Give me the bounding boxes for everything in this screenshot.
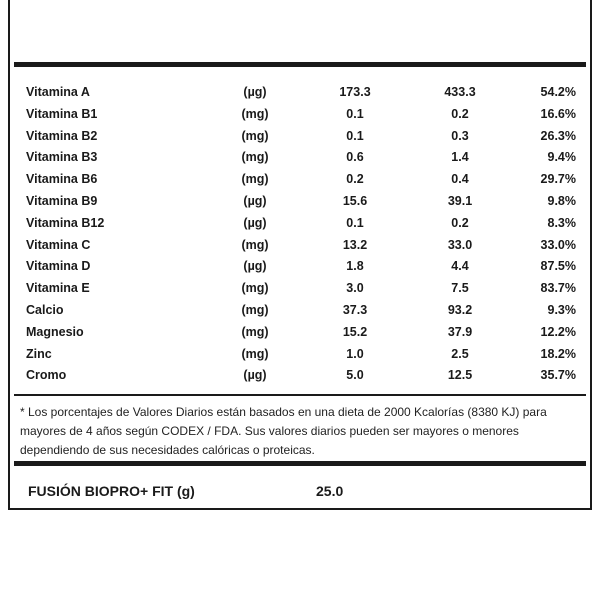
nutrient-daily-percent: 54.2% [540,85,576,99]
nutrient-value-1: 37.3 [342,302,368,317]
nutrient-value-2: 0.2 [451,215,469,230]
nutrient-value-1: 1.8 [346,259,364,274]
nutrient-row [20,344,576,366]
nutrient-value-2: 0.2 [451,106,469,121]
nutrient-daily-percent: 9.3% [547,302,576,317]
nutrient-unit: (µg) [243,85,267,99]
nutrient-name: Vitamina B2 [26,128,98,143]
nutrient-unit: (mg) [241,150,269,165]
nutrient-row [20,322,576,344]
nutrient-daily-percent: 16.6% [540,106,576,121]
nutrient-value-1: 13.2 [342,237,368,252]
product-serving-value: 25.0 [316,483,344,499]
nutrient-unit: (mg) [241,302,269,317]
nutrient-unit: (mg) [241,237,269,252]
nutrient-unit: (mg) [241,281,269,296]
nutrient-name: Vitamina D [26,259,91,274]
nutrient-value-2: 433.3 [444,85,476,99]
product-name: FUSIÓN BIOPRO+ FIT (g) [28,483,195,499]
nutrient-daily-percent: 18.2% [540,346,576,361]
nutrient-unit: (mg) [241,324,269,339]
nutrient-row [20,147,576,169]
nutrient-value-2: 2.5 [451,346,469,361]
nutrient-value-1: 3.0 [346,281,364,296]
nutrient-value-2: 1.4 [451,150,469,165]
nutrient-daily-percent: 87.5% [540,259,576,274]
table-divider [14,394,586,396]
nutrient-daily-percent: 29.7% [540,172,576,187]
nutrient-value-1: 0.1 [346,128,364,143]
nutrient-value-1: 1.0 [346,346,364,361]
nutrient-daily-percent: 12.2% [540,324,576,339]
nutrient-value-1: 0.1 [346,106,364,121]
nutrient-value-2: 12.5 [447,368,473,383]
nutrient-name: Vitamina B12 [26,215,105,230]
nutrient-name: Cromo [26,368,67,383]
nutrient-row [20,235,576,257]
nutrient-row [20,191,576,213]
nutrient-name: Vitamina B9 [26,193,98,208]
nutrient-value-2: 0.4 [451,172,469,187]
nutrient-value-2: 7.5 [451,281,469,296]
nutrient-name: Vitamina B6 [26,172,98,187]
nutrient-name: Vitamina C [26,237,91,252]
nutrient-row [20,104,576,126]
nutrient-unit: (mg) [241,172,269,187]
nutrient-value-2: 39.1 [447,193,473,208]
nutrient-value-2: 33.0 [447,237,473,252]
nutrient-row [20,126,576,148]
top-divider [14,62,586,67]
nutrient-unit: (mg) [241,128,269,143]
nutrient-name: Magnesio [26,324,84,339]
daily-value-footnote: * Los porcentajes de Valores Diarios están basados en una dieta de 2000 Kcalorías (8380 KJ) para mayores de 4 años según CODEX / FDA. Sus valores diarios pueden ser mayores o menores dependiendo de sus necesidades calóricas o proteicas. [20,405,547,457]
nutrient-value-2: 93.2 [447,302,473,317]
nutrient-name: Zinc [26,346,52,361]
nutrient-row [20,169,576,191]
nutrient-value-1: 0.1 [346,215,364,230]
nutrient-daily-percent: 26.3% [540,128,576,143]
nutrient-unit: (µg) [243,193,267,208]
nutrient-value-2: 4.4 [451,259,469,274]
nutrient-name: Vitamina A [26,85,90,99]
nutrient-value-1: 0.2 [346,172,364,187]
nutrient-unit: (µg) [243,259,267,274]
nutrient-value-2: 0.3 [451,128,469,143]
nutrient-value-1: 0.6 [346,150,364,165]
nutrient-value-1: 15.6 [342,193,368,208]
bottom-divider [14,461,586,466]
nutrient-row [20,300,576,322]
nutrient-table [20,82,576,387]
nutrient-daily-percent: 35.7% [540,368,576,383]
nutrient-row [20,365,576,387]
nutrient-row [20,213,576,235]
nutrient-value-1: 5.0 [346,368,364,383]
nutrient-daily-percent: 83.7% [540,281,576,296]
nutrient-daily-percent: 9.4% [547,150,576,165]
nutrient-daily-percent: 9.8% [547,193,576,208]
nutrient-unit: (mg) [241,106,269,121]
nutrient-name: Calcio [26,302,64,317]
nutrient-name: Vitamina B3 [26,150,98,165]
nutrient-value-2: 37.9 [447,324,473,339]
nutrient-value-1: 173.3 [339,85,371,99]
nutrient-unit: (µg) [243,368,267,383]
nutrient-row [20,278,576,300]
nutrient-row [20,256,576,278]
nutrient-unit: (mg) [241,346,269,361]
product-serving-row [20,480,580,502]
nutrient-name: Vitamina E [26,281,90,296]
nutrient-unit: (µg) [243,215,267,230]
nutrient-daily-percent: 33.0% [540,237,576,252]
nutrient-daily-percent: 8.3% [547,215,576,230]
nutrient-row [20,82,576,104]
nutrient-name: Vitamina B1 [26,106,98,121]
nutrient-value-1: 15.2 [342,324,368,339]
